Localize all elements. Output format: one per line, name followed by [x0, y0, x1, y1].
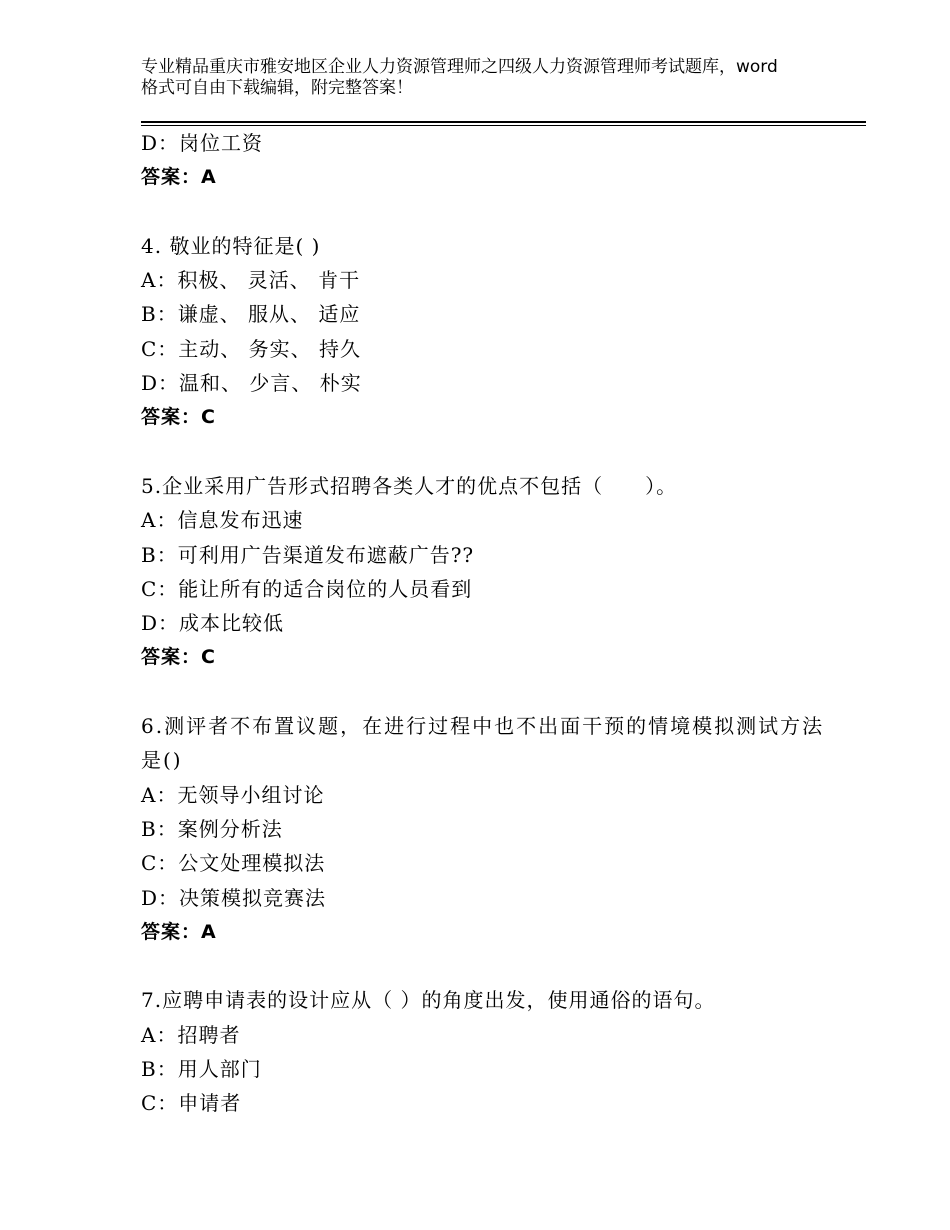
- option-d: D：成本比较低: [141, 611, 285, 636]
- option-a: A：无领导小组讨论: [141, 782, 325, 807]
- option-a: A：信息发布迅速: [141, 508, 304, 533]
- option-b: B：可利用广告渠道发布遮蔽广告??: [141, 542, 475, 567]
- question-item: [141, 469, 841, 675]
- option-a: A：招聘者: [141, 1022, 241, 1047]
- answer-label: 答案：C: [141, 406, 216, 429]
- question-text: 6.测评者不布置议题，在进行过程中也不出面干预的情境模拟测试方法是(): [141, 714, 825, 773]
- answer-label: 答案：A: [141, 920, 217, 943]
- header-divider-thick: [141, 121, 866, 123]
- answer-label: 答案：C: [141, 646, 216, 669]
- option-c: C：公文处理模拟法: [141, 851, 326, 876]
- option-c: C：申请者: [141, 1091, 242, 1116]
- option-b: B：案例分析法: [141, 816, 283, 841]
- page-header: [141, 57, 781, 99]
- question-item: [141, 983, 841, 1120]
- option-d: D：岗位工资: [141, 131, 264, 155]
- option-d: D：决策模拟竞赛法: [141, 885, 327, 910]
- option-c: C：主动、 务实、 持久: [141, 336, 362, 361]
- question-text: 4. 敬业的特征是( ): [141, 233, 321, 258]
- header-title: 专业精品重庆市雅安地区企业人力资源管理师之四级人力资源管理师考试题库，word格式可自由下载编辑，附完整答案！: [141, 57, 778, 98]
- question-list: [141, 126, 841, 1121]
- option-b: B：用人部门: [141, 1057, 262, 1082]
- option-b: B：谦虚、 服从、 适应: [141, 302, 361, 327]
- question-text: 7.应聘申请表的设计应从（ ）的角度出发，使用通俗的语句。: [141, 988, 716, 1013]
- option-d: D：温和、 少言、 朴实: [141, 371, 362, 396]
- question-item: [141, 229, 841, 435]
- answer-label: 答案：A: [141, 166, 217, 189]
- question-item: [141, 709, 841, 949]
- option-c: C：能让所有的适合岗位的人员看到: [141, 576, 473, 601]
- question-text: 5.企业采用广告形式招聘各类人才的优点不包括（ ）。: [141, 473, 678, 498]
- option-a: A：积极、 灵活、 肯干: [141, 268, 361, 293]
